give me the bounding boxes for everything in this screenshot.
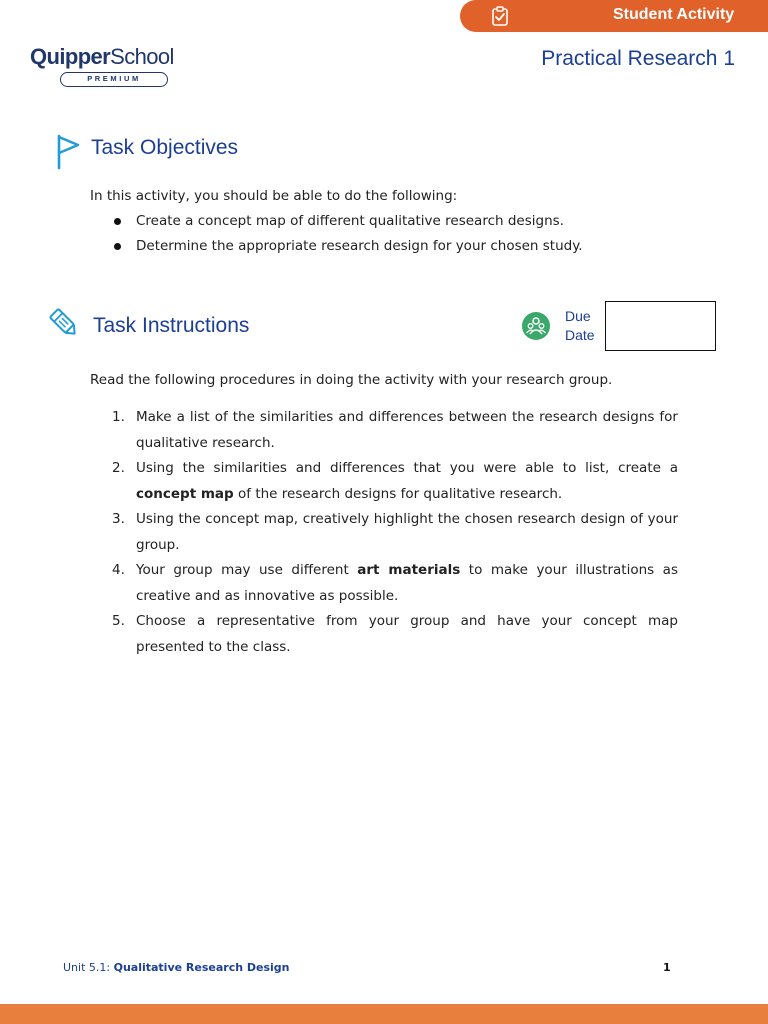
student-activity-label: Student Activity	[613, 6, 735, 23]
list-item: 5. Choose a representative from your group and have your concept map presented to the class.	[112, 613, 678, 655]
due-date-field[interactable]	[605, 301, 716, 351]
list-item: 4. Your group may use different art materials to make your illustrations as creative and as innovative as possible.	[112, 562, 678, 604]
logo-wordmark: QuipperSchool	[30, 44, 174, 69]
task-objectives-title: Task Objectives	[91, 136, 239, 159]
document-title: Practical Research 1	[541, 47, 735, 70]
list-item: Determine the appropriate research design for your chosen study.	[112, 234, 583, 259]
task-instructions-title: Task Instructions	[93, 314, 250, 337]
instruction-steps	[112, 405, 678, 660]
list-item: 3. Using the concept map, creatively highlight the chosen research design of your group.	[112, 511, 678, 553]
footer-unit-label: Unit 5.1: Qualitative Research Design	[63, 961, 290, 974]
quipper-school-logo	[30, 44, 180, 90]
logo-premium-badge: PREMIUM	[60, 72, 168, 87]
flag-icon	[56, 134, 82, 170]
footer-bar	[0, 1004, 768, 1024]
group-icon	[522, 312, 550, 340]
clipboard-check-icon	[490, 6, 510, 26]
student-activity-tab	[460, 0, 768, 32]
due-date-label: Due Date	[565, 308, 595, 343]
list-item: 2. Using the similarities and differences that you were able to list, create a concept map of the research designs for qualitative research.	[112, 460, 678, 502]
objectives-intro: In this activity, you should be able to do the following:	[90, 188, 458, 204]
list-item: 1. Make a list of the similarities and differences between the research designs for qualitative research.	[112, 409, 678, 451]
list-item: Create a concept map of different qualitative research designs.	[112, 209, 583, 234]
page-number: 1	[663, 961, 671, 974]
objectives-list	[112, 209, 583, 259]
instructions-intro: Read the following procedures in doing the activity with your research group.	[90, 372, 613, 388]
pen-tool-icon	[47, 306, 81, 340]
